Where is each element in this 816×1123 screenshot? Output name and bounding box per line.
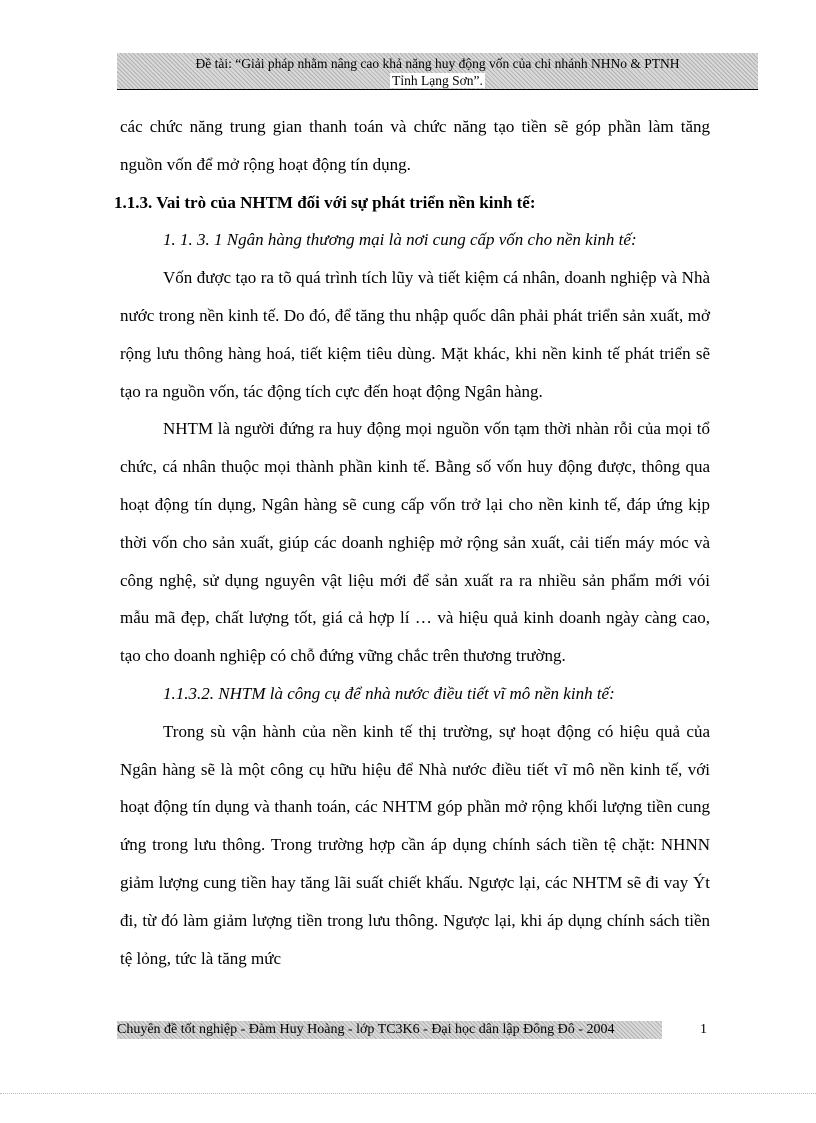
paragraph-3: Trong sù vận hành của nền kinh tế thị trường, sự hoạt động có hiệu quả của Ngân hàng sẽ là một công cụ hữu hiệu để Nhà nước điều tiết vĩ mô nền kinh tế, với hoạt động tín dụng và thanh toán, các NHTM góp phần mở rộng khối lượng tiền cung ứng trong lưu thông. Trong trường hợp cần áp dụng chính sách tiền tệ chặt: NHNN giảm lượng cung tiền hay tăng lãi suất chiết khấu. Ngược lại, các NHTM sẽ đi vay Ýt đi, từ đó làm giảm lượng tiền trong lưu thông. Ngược lại, khi áp dụng chính sách tiền tệ lỏng, tức là tăng mức: [120, 721, 710, 968]
document-body: [114, 108, 710, 977]
paragraph-2: NHTM là người đứng ra huy động mọi nguồn vốn tạm thời nhàn rỗi của mọi tổ chức, cá nhân thuộc mọi thành phần kinh tế. Bằng số vốn huy động được, thông qua hoạt động tín dụng, Ngân hàng sẽ cung cấp vốn trở lại cho nền kinh tế, đáp ứng kịp thời vốn cho sản xuất, giúp các doanh nghiệp mở rộng sản xuất, cải tiến máy móc và công nghệ, sử dụng nguyên vật liệu mới để sản xuất ra ra nhiều sản phẩm mới vói mẫu mã đẹp, chất lượng tốt, giá cả hợp lí … và hiệu quả kinh doanh ngày càng cao, tạo cho doanh nghiệp có chỗ đứng vững chắc trên thương trường.: [120, 419, 710, 666]
page-break-divider: [0, 1093, 816, 1094]
page-header: [117, 53, 758, 90]
section-heading: 1.1.3. Vai trò của NHTM đối với sự phát triển nền kinh tế:: [114, 192, 536, 212]
page-footer: [117, 1021, 707, 1039]
subsection-heading-2: 1.1.3.2. NHTM là công cụ để nhà nước điều tiết vĩ mô nền kinh tế:: [163, 683, 615, 703]
header-title-line1: Đề tài: “Giải pháp nhằm nâng cao khả năng huy động vốn của chi nhánh NHNo & PTNH: [195, 56, 680, 71]
subsection-heading-1: 1. 1. 3. 1 Ngân hàng thương mại là nơi cung cấp vốn cho nền kinh tế:: [163, 230, 637, 250]
footer-text: Chuyên đề tốt nghiệp - Đàm Huy Hoàng - lớp TC3K6 - Đại học dân lập Đông Đô - 2004: [117, 1021, 662, 1039]
paragraph-1: Vốn được tạo ra tõ quá trình tích lũy và tiết kiệm cá nhân, doanh nghiệp và Nhà nước trong nền kinh tế. Do đó, để tăng thu nhập quốc dân phải phát triển sản xuất, mở rộng lưu thông hàng hoá, tiết kiệm tiêu dùng. Mặt khác, khi nền kinh tế phát triển sẽ tạo ra nguồn vốn, tác động tích cực đến hoạt động Ngân hàng.: [120, 268, 710, 401]
paragraph-continuation: các chức năng trung gian thanh toán và chức năng tạo tiền sẽ góp phần làm tăng nguồn vốn để mở rộng hoạt động tín dụng.: [120, 117, 710, 174]
page-number: 1: [700, 1022, 707, 1037]
header-title-line2: Tỉnh Lạng Sơn”.: [392, 73, 483, 88]
